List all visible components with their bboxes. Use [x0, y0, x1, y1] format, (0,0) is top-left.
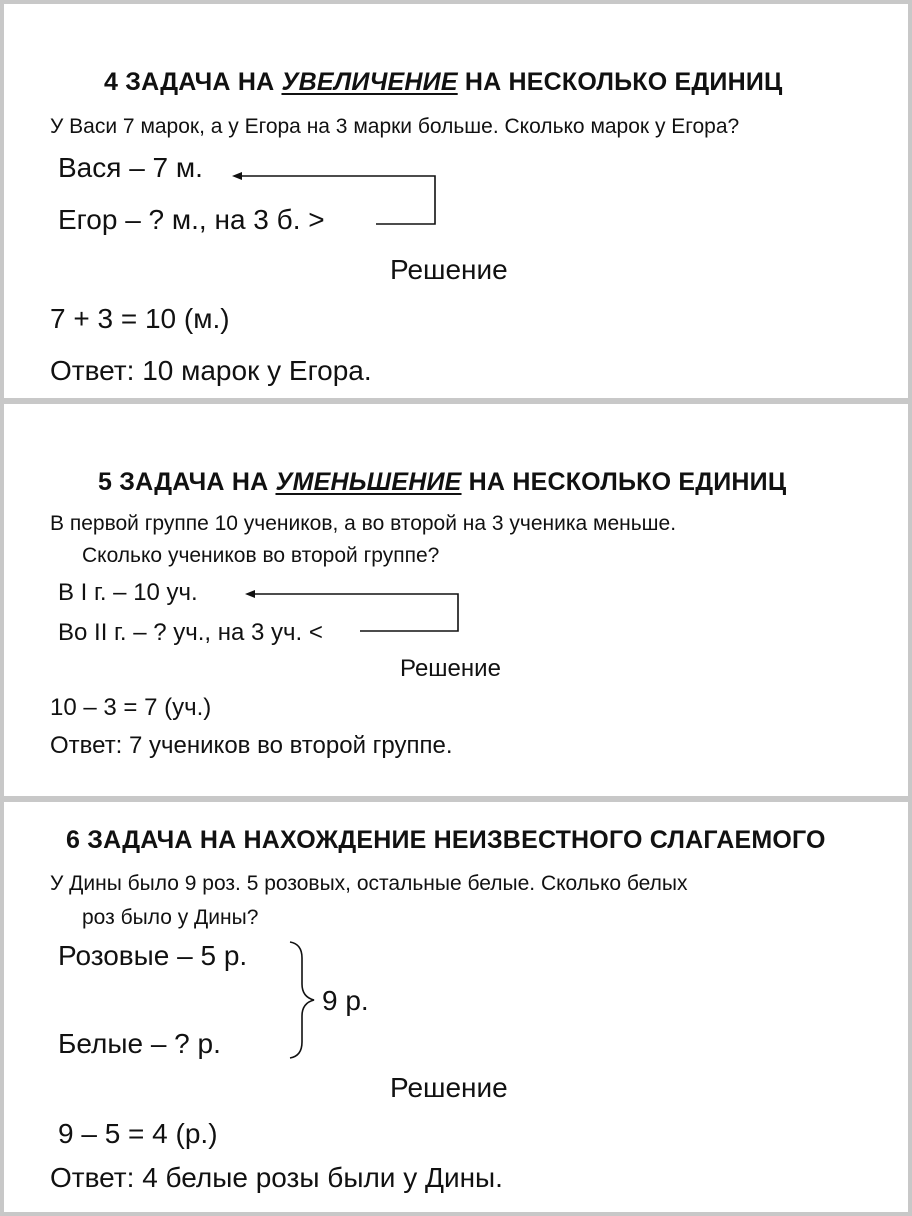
- solution-equation: 10 – 3 = 7 (уч.): [50, 694, 212, 721]
- problem-card-5: [4, 404, 908, 796]
- problem-condition: У Васи 7 марок, а у Егора на 3 марки больше. Сколько марок у Егора?: [50, 115, 740, 138]
- diagram-line-2: Егор – ? м., на 3 б. >: [58, 204, 325, 235]
- title-prefix: 4 ЗАДАЧА НА: [104, 68, 282, 96]
- title-emphasis: УВЕЛИЧЕНИЕ: [281, 68, 458, 96]
- solution-label: Решение: [400, 655, 501, 682]
- title-emphasis: УМЕНЬШЕНИЕ: [275, 468, 462, 496]
- solution-label: Решение: [390, 1072, 508, 1103]
- total-label: 9 р.: [322, 985, 369, 1016]
- title-prefix: 5 ЗАДАЧА НА: [98, 468, 276, 496]
- problem-condition-line-2: роз было у Дины?: [82, 906, 259, 929]
- problem-title: 6 ЗАДАЧА НА НАХОЖДЕНИЕ НЕИЗВЕСТНОГО СЛАГАЕМОГО: [66, 826, 826, 854]
- solution-equation: 7 + 3 = 10 (м.): [50, 303, 230, 334]
- answer-text: Ответ: 10 марок у Егора.: [50, 355, 372, 386]
- diagram-line-1: Розовые – 5 р.: [58, 940, 248, 971]
- problem-card-4: [4, 4, 908, 398]
- problem-condition-line-1: У Дины было 9 роз. 5 розовых, остальные белые. Сколько белых: [50, 872, 688, 895]
- title-suffix: НА НЕСКОЛЬКО ЕДИНИЦ: [461, 468, 787, 496]
- diagram-line-2: Белые – ? р.: [58, 1028, 221, 1059]
- diagram-line-1: В I г. – 10 уч.: [58, 579, 198, 606]
- diagram-line-1: Вася – 7 м.: [58, 152, 203, 183]
- answer-text: Ответ: 7 учеников во второй группе.: [50, 732, 453, 759]
- problem-card-6: [4, 802, 908, 1212]
- comparison-arrow-diagram: [4, 4, 908, 398]
- answer-text: Ответ: 4 белые розы были у Дины.: [50, 1162, 503, 1193]
- solution-label: Решение: [390, 254, 508, 285]
- diagram-line-2: Во II г. – ? уч., на 3 уч. <: [58, 619, 323, 646]
- problem-condition-line-1: В первой группе 10 учеников, а во второй на 3 ученика меньше.: [50, 512, 677, 535]
- title-suffix: НА НЕСКОЛЬКО ЕДИНИЦ: [457, 68, 783, 96]
- curly-brace-icon: [4, 802, 908, 1212]
- problem-condition-line-2: Сколько учеников во второй группе?: [82, 544, 440, 567]
- solution-equation: 9 – 5 = 4 (р.): [58, 1118, 218, 1149]
